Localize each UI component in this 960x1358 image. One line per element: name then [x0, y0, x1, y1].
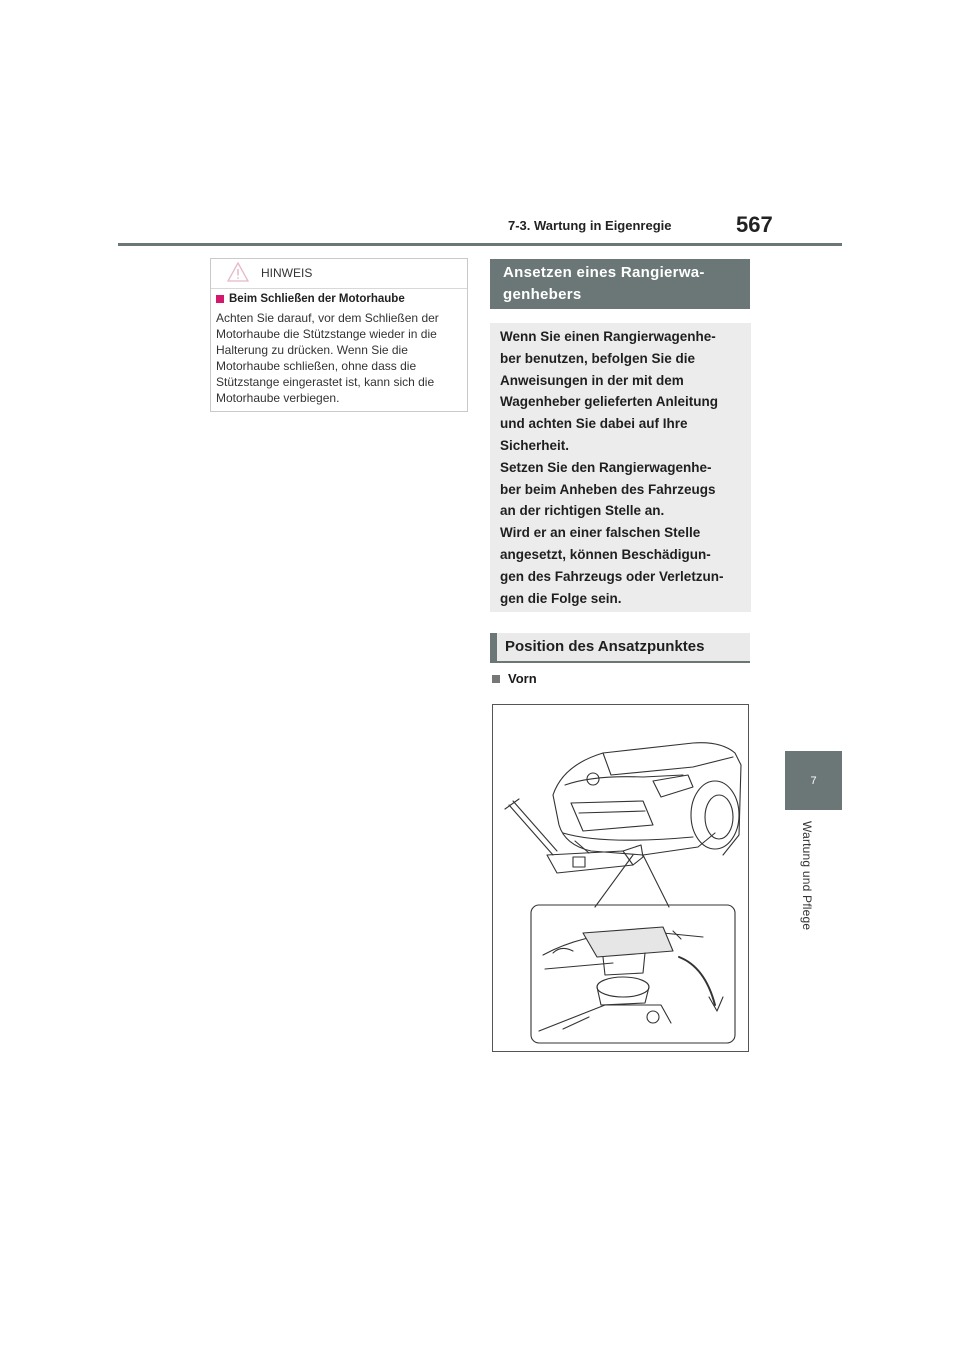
instruction-line: Wenn Sie einen Rangierwagenhe- [500, 329, 716, 344]
notice-subheading [216, 293, 461, 305]
chapter-tab[interactable] [785, 751, 842, 810]
chapter-number: 7 [810, 774, 817, 787]
subhead-front-text: Vorn [508, 671, 537, 686]
instruction-line: und achten Sie dabei auf Ihre [500, 416, 688, 432]
instruction-line: Wagenheber gelieferten Anleitung [500, 394, 719, 410]
instruction-box [490, 323, 751, 612]
instruction-line: Setzen Sie den Rangierwagenhe- [500, 459, 712, 475]
instruction-line: an der richtigen Stelle an. [500, 503, 665, 519]
jack-under-vehicle-illustration-icon [493, 705, 748, 1051]
notice-box [210, 258, 468, 412]
notice-text: Achten Sie darauf, vor dem Schließen der Motorhaube die Stützstange wieder in die Halterung zu drücken. Wenn Sie die Motorhaube schließen, ohne dass die Stützstange eingerastet ist, kann sich die Motorhaube verbiegen. [216, 311, 439, 405]
instruction-line: gen die Folge sein. [500, 590, 622, 606]
notice-header [211, 259, 467, 289]
instruction-line: ber benutzen, befolgen Sie die [500, 350, 696, 366]
section-header: 7-3. Wartung in Eigenregie [508, 218, 672, 233]
section-title-position: Position des Ansatzpunktes [490, 633, 750, 663]
section-title-line2: genhebers [503, 286, 582, 303]
warning-triangle-icon [227, 262, 249, 287]
section-title-jack [490, 259, 750, 309]
header-rule [118, 243, 842, 246]
notice-subheading-text: Beim Schließen der Motorhaube [229, 293, 405, 305]
instruction-line: Wird er an einer falschen Stelle [500, 525, 701, 541]
instruction-line: gen des Fahrzeugs oder Verletzun- [500, 568, 724, 584]
section-title-line1: Ansetzen eines Rangierwa- [503, 264, 705, 281]
instruction-line: Sicherheit. [500, 437, 570, 453]
instruction-line: angesetzt, können Beschädigun- [500, 546, 711, 562]
chapter-label: Wartung und Pflege [800, 821, 814, 931]
page-number: 567 [736, 212, 773, 237]
instruction-line: ber beim Anheben des Fahrzeugs [500, 481, 716, 497]
notice-heading: HINWEIS [261, 266, 313, 280]
subhead-front [492, 671, 537, 686]
instruction-line: Anweisungen in der mit dem [500, 372, 684, 388]
gray-square-icon [492, 675, 500, 683]
jack-illustration [492, 704, 749, 1052]
pink-square-icon [216, 295, 224, 303]
